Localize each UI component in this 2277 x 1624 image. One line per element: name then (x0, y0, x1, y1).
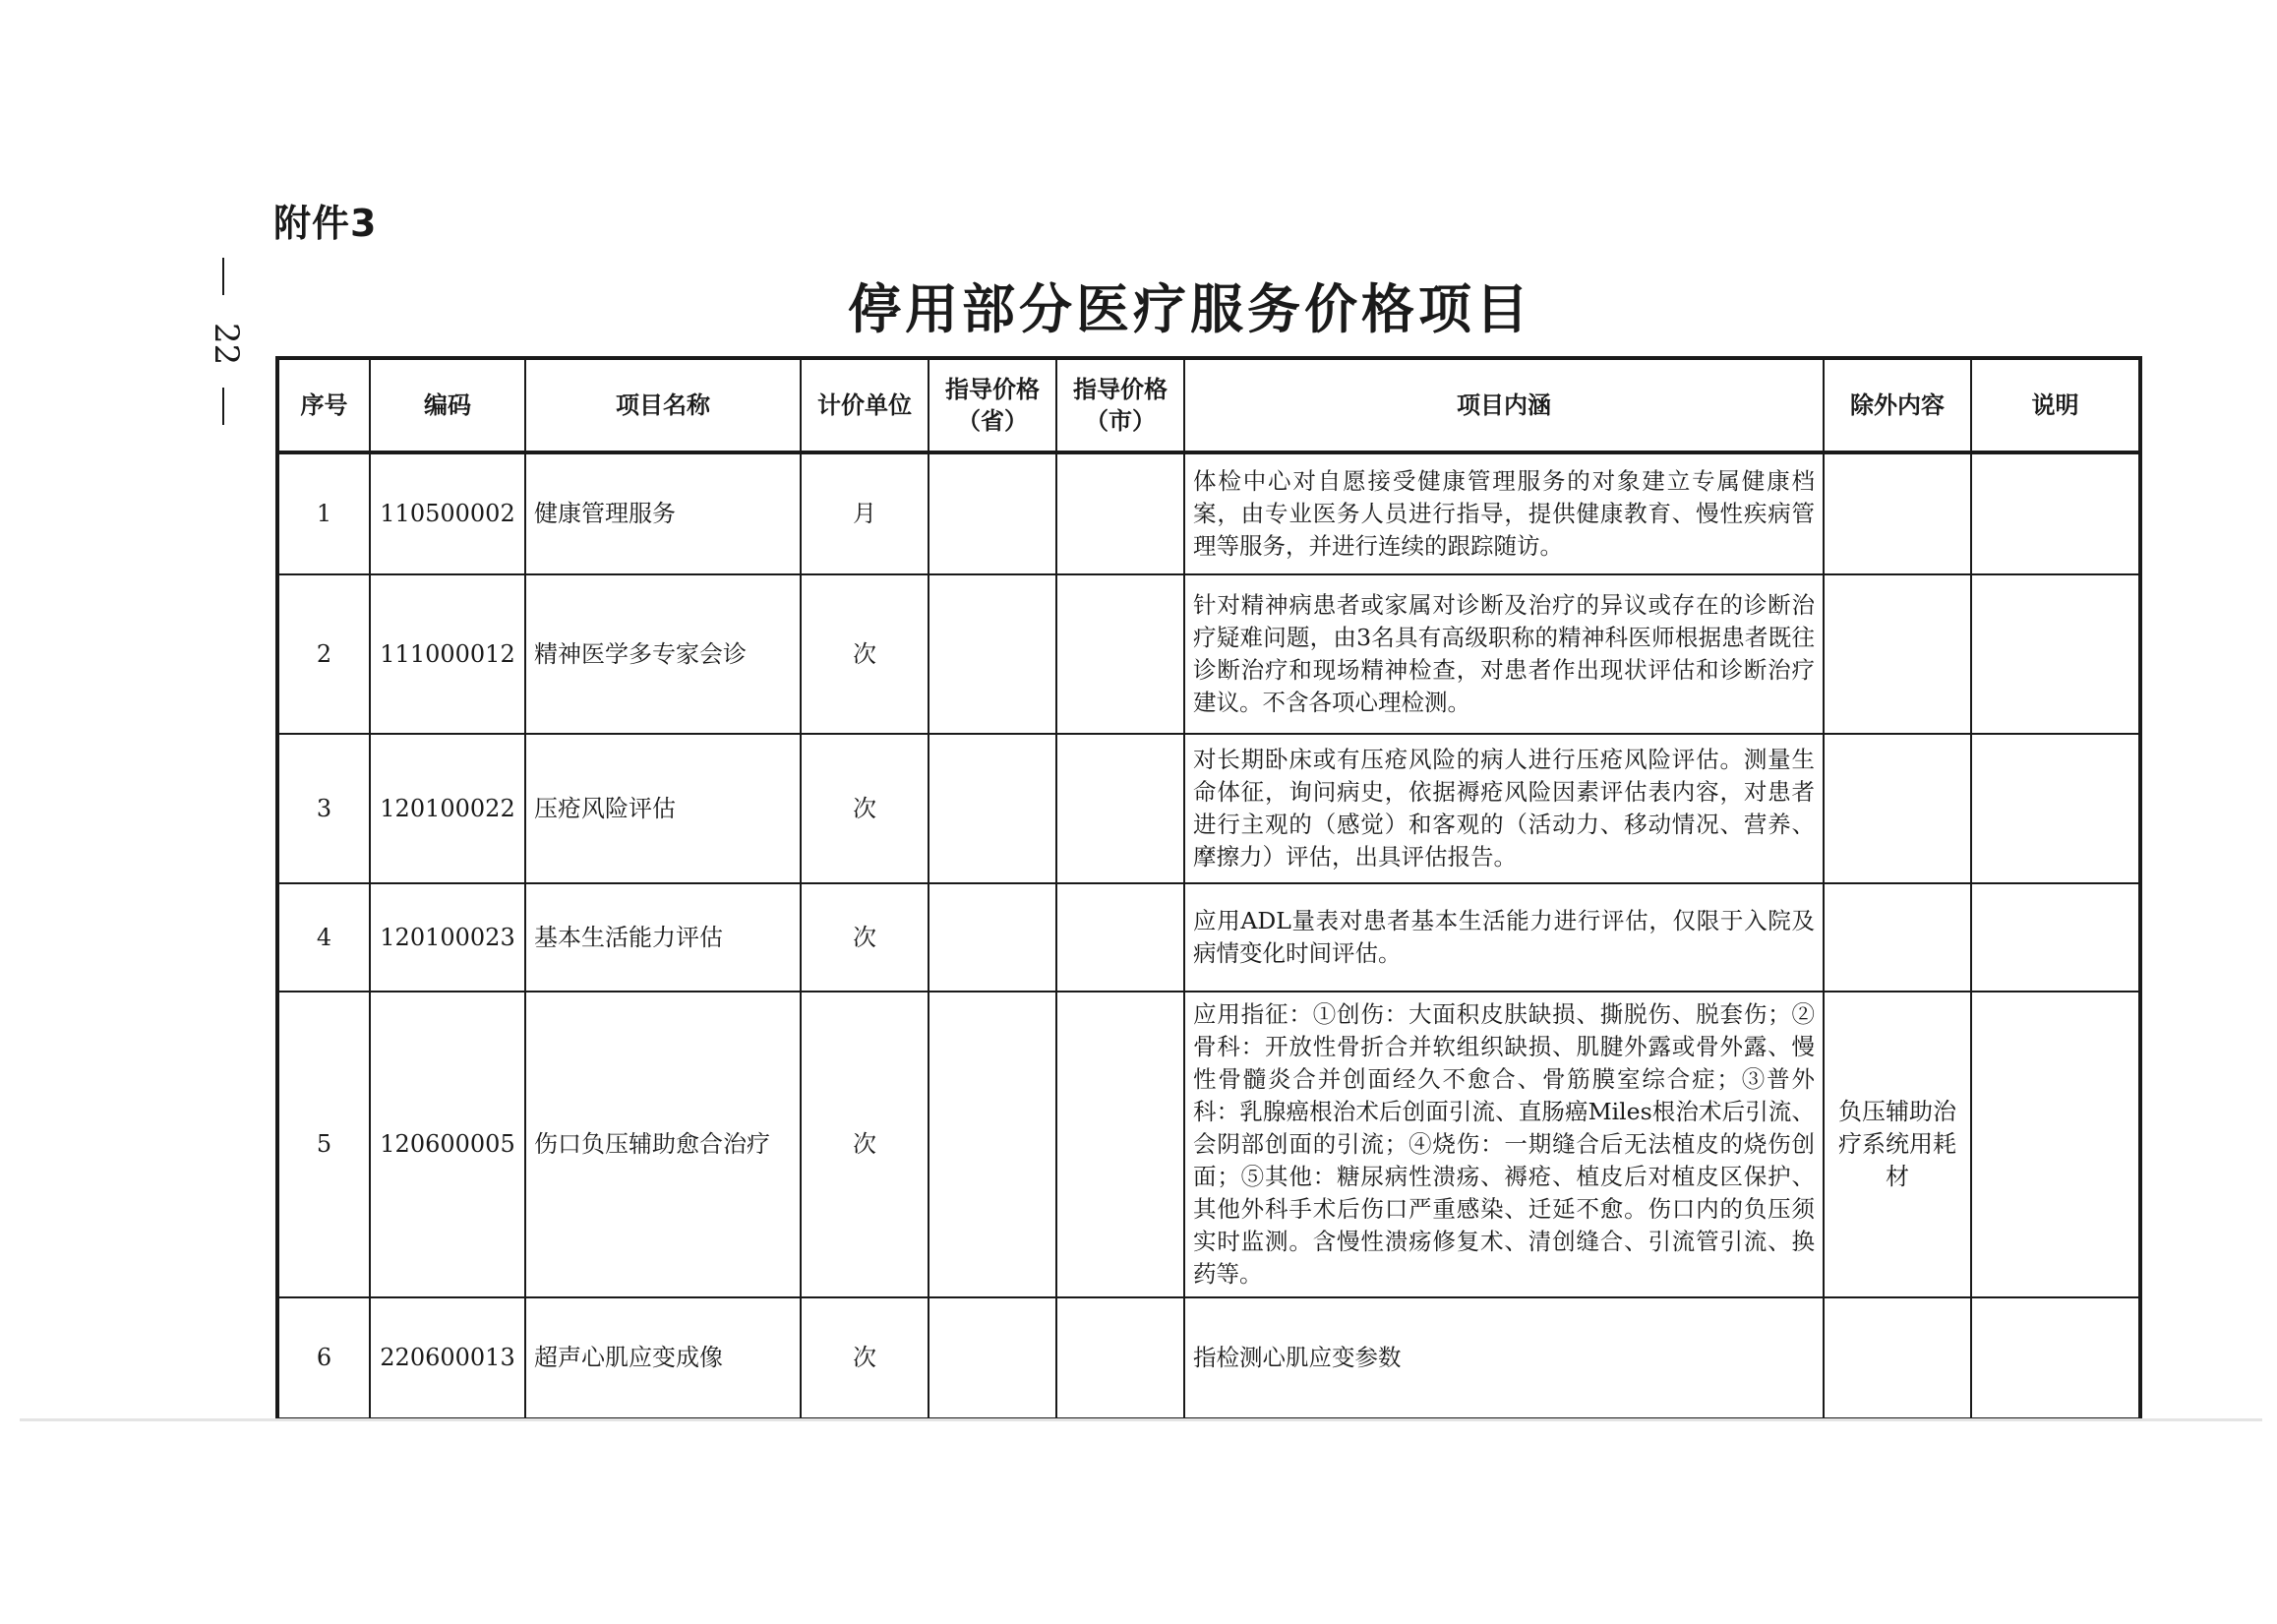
cell-price-province (929, 1297, 1056, 1419)
cell-content: 对长期卧床或有压疮风险的病人进行压疮风险评估。测量生命体征，询问病史，依据褥疮风险因素评估表内容，对患者进行主观的（感觉）和客观的（活动力、移动情况、营养、摩擦力）评估，出具评估报告。 (1184, 734, 1824, 883)
cell-name: 压疮风险评估 (525, 734, 801, 883)
table-row (277, 574, 2140, 734)
cell-price-city (1056, 1297, 1184, 1419)
header-name: 项目名称 (525, 358, 801, 452)
header-content: 项目内涵 (1184, 358, 1824, 452)
page-number-value: 22 (207, 323, 246, 366)
table-row (277, 992, 2140, 1297)
cell-price-province (929, 574, 1056, 734)
cell-unit: 月 (801, 452, 929, 574)
cell-exclusion (1824, 574, 1971, 734)
header-code: 编码 (370, 358, 525, 452)
cell-seq: 5 (277, 992, 370, 1297)
cell-unit: 次 (801, 883, 929, 992)
cell-price-province (929, 883, 1056, 992)
cell-note (1971, 1297, 2140, 1419)
cell-name: 基本生活能力评估 (525, 883, 801, 992)
cell-code: 120100023 (370, 883, 525, 992)
cell-exclusion (1824, 1297, 1971, 1419)
cell-exclusion (1824, 734, 1971, 883)
cell-content: 应用指征：①创伤：大面积皮肤缺损、撕脱伤、脱套伤；②骨科：开放性骨折合并软组织缺损、肌腱外露或骨外露、慢性骨髓炎合并创面经久不愈合、骨筋膜室综合症；③普外科：乳腺癌根治术后创面引流、直肠癌Miles根治术后引流、会阴部创面的引流；④烧伤：一期缝合后无法植皮的烧伤创面；⑤其他：糖尿病性溃疡、褥疮、植皮后对植皮区保护、其他外科手术后伤口严重感染、迁延不愈。伤口内的负压须实时监测。含慢性溃疡修复术、清创缝合、引流管引流、换药等。 (1184, 992, 1824, 1297)
cell-seq: 3 (277, 734, 370, 883)
cell-note (1971, 992, 2140, 1297)
header-note: 说明 (1971, 358, 2140, 452)
cell-price-city (1056, 452, 1184, 574)
table-row (277, 883, 2140, 992)
cell-code: 220600013 (370, 1297, 525, 1419)
cell-price-province (929, 992, 1056, 1297)
cell-price-city (1056, 734, 1184, 883)
header-exclusion: 除外内容 (1824, 358, 1971, 452)
cell-code: 120600005 (370, 992, 525, 1297)
cell-code: 111000012 (370, 574, 525, 734)
cell-name: 超声心肌应变成像 (525, 1297, 801, 1419)
cell-content: 针对精神病患者或家属对诊断及治疗的异议或存在的诊断治疗疑难问题，由3名具有高级职称的精神科医师根据患者既往诊断治疗和现场精神检查，对患者作出现状评估和诊断治疗建议。不含各项心理检测。 (1184, 574, 1824, 734)
cell-note (1971, 734, 2140, 883)
cell-price-city (1056, 883, 1184, 992)
cell-seq: 6 (277, 1297, 370, 1419)
cell-note (1971, 883, 2140, 992)
cell-unit: 次 (801, 574, 929, 734)
cell-seq: 1 (277, 452, 370, 574)
page-number-dash-bottom (222, 388, 224, 425)
price-items-table (275, 356, 2142, 1421)
cell-exclusion (1824, 452, 1971, 574)
cell-name: 健康管理服务 (525, 452, 801, 574)
cell-price-city (1056, 574, 1184, 734)
cell-exclusion (1824, 883, 1971, 992)
table-row (277, 734, 2140, 883)
cell-unit: 次 (801, 1297, 929, 1419)
cell-price-province (929, 734, 1056, 883)
cell-unit: 次 (801, 734, 929, 883)
header-unit: 计价单位 (801, 358, 929, 452)
cell-content: 应用ADL量表对患者基本生活能力进行评估，仅限于入院及病情变化时间评估。 (1184, 883, 1824, 992)
cell-code: 120100022 (370, 734, 525, 883)
cell-content: 体检中心对自愿接受健康管理服务的对象建立专属健康档案，由专业医务人员进行指导，提供健康教育、慢性疾病管理等服务，并进行连续的跟踪随访。 (1184, 452, 1824, 574)
scan-edge-divider (20, 1418, 2262, 1421)
header-seq: 序号 (277, 358, 370, 452)
attachment-label: 附件3 (273, 202, 378, 245)
cell-price-province (929, 452, 1056, 574)
cell-name: 伤口负压辅助愈合治疗 (525, 992, 801, 1297)
cell-note (1971, 452, 2140, 574)
table-row (277, 452, 2140, 574)
table-row (277, 1297, 2140, 1419)
cell-name: 精神医学多专家会诊 (525, 574, 801, 734)
cell-seq: 2 (277, 574, 370, 734)
table-header-row (277, 358, 2140, 452)
cell-price-city (1056, 992, 1184, 1297)
cell-note (1971, 574, 2140, 734)
document-title: 停用部分医疗服务价格项目 (848, 278, 1532, 340)
cell-exclusion: 负压辅助治疗系统用耗材 (1824, 992, 1971, 1297)
cell-unit: 次 (801, 992, 929, 1297)
cell-code: 110500002 (370, 452, 525, 574)
header-price-city: 指导价格（市） (1056, 358, 1184, 452)
cell-seq: 4 (277, 883, 370, 992)
header-price-province: 指导价格（省） (929, 358, 1056, 452)
cell-content: 指检测心肌应变参数 (1184, 1297, 1824, 1419)
